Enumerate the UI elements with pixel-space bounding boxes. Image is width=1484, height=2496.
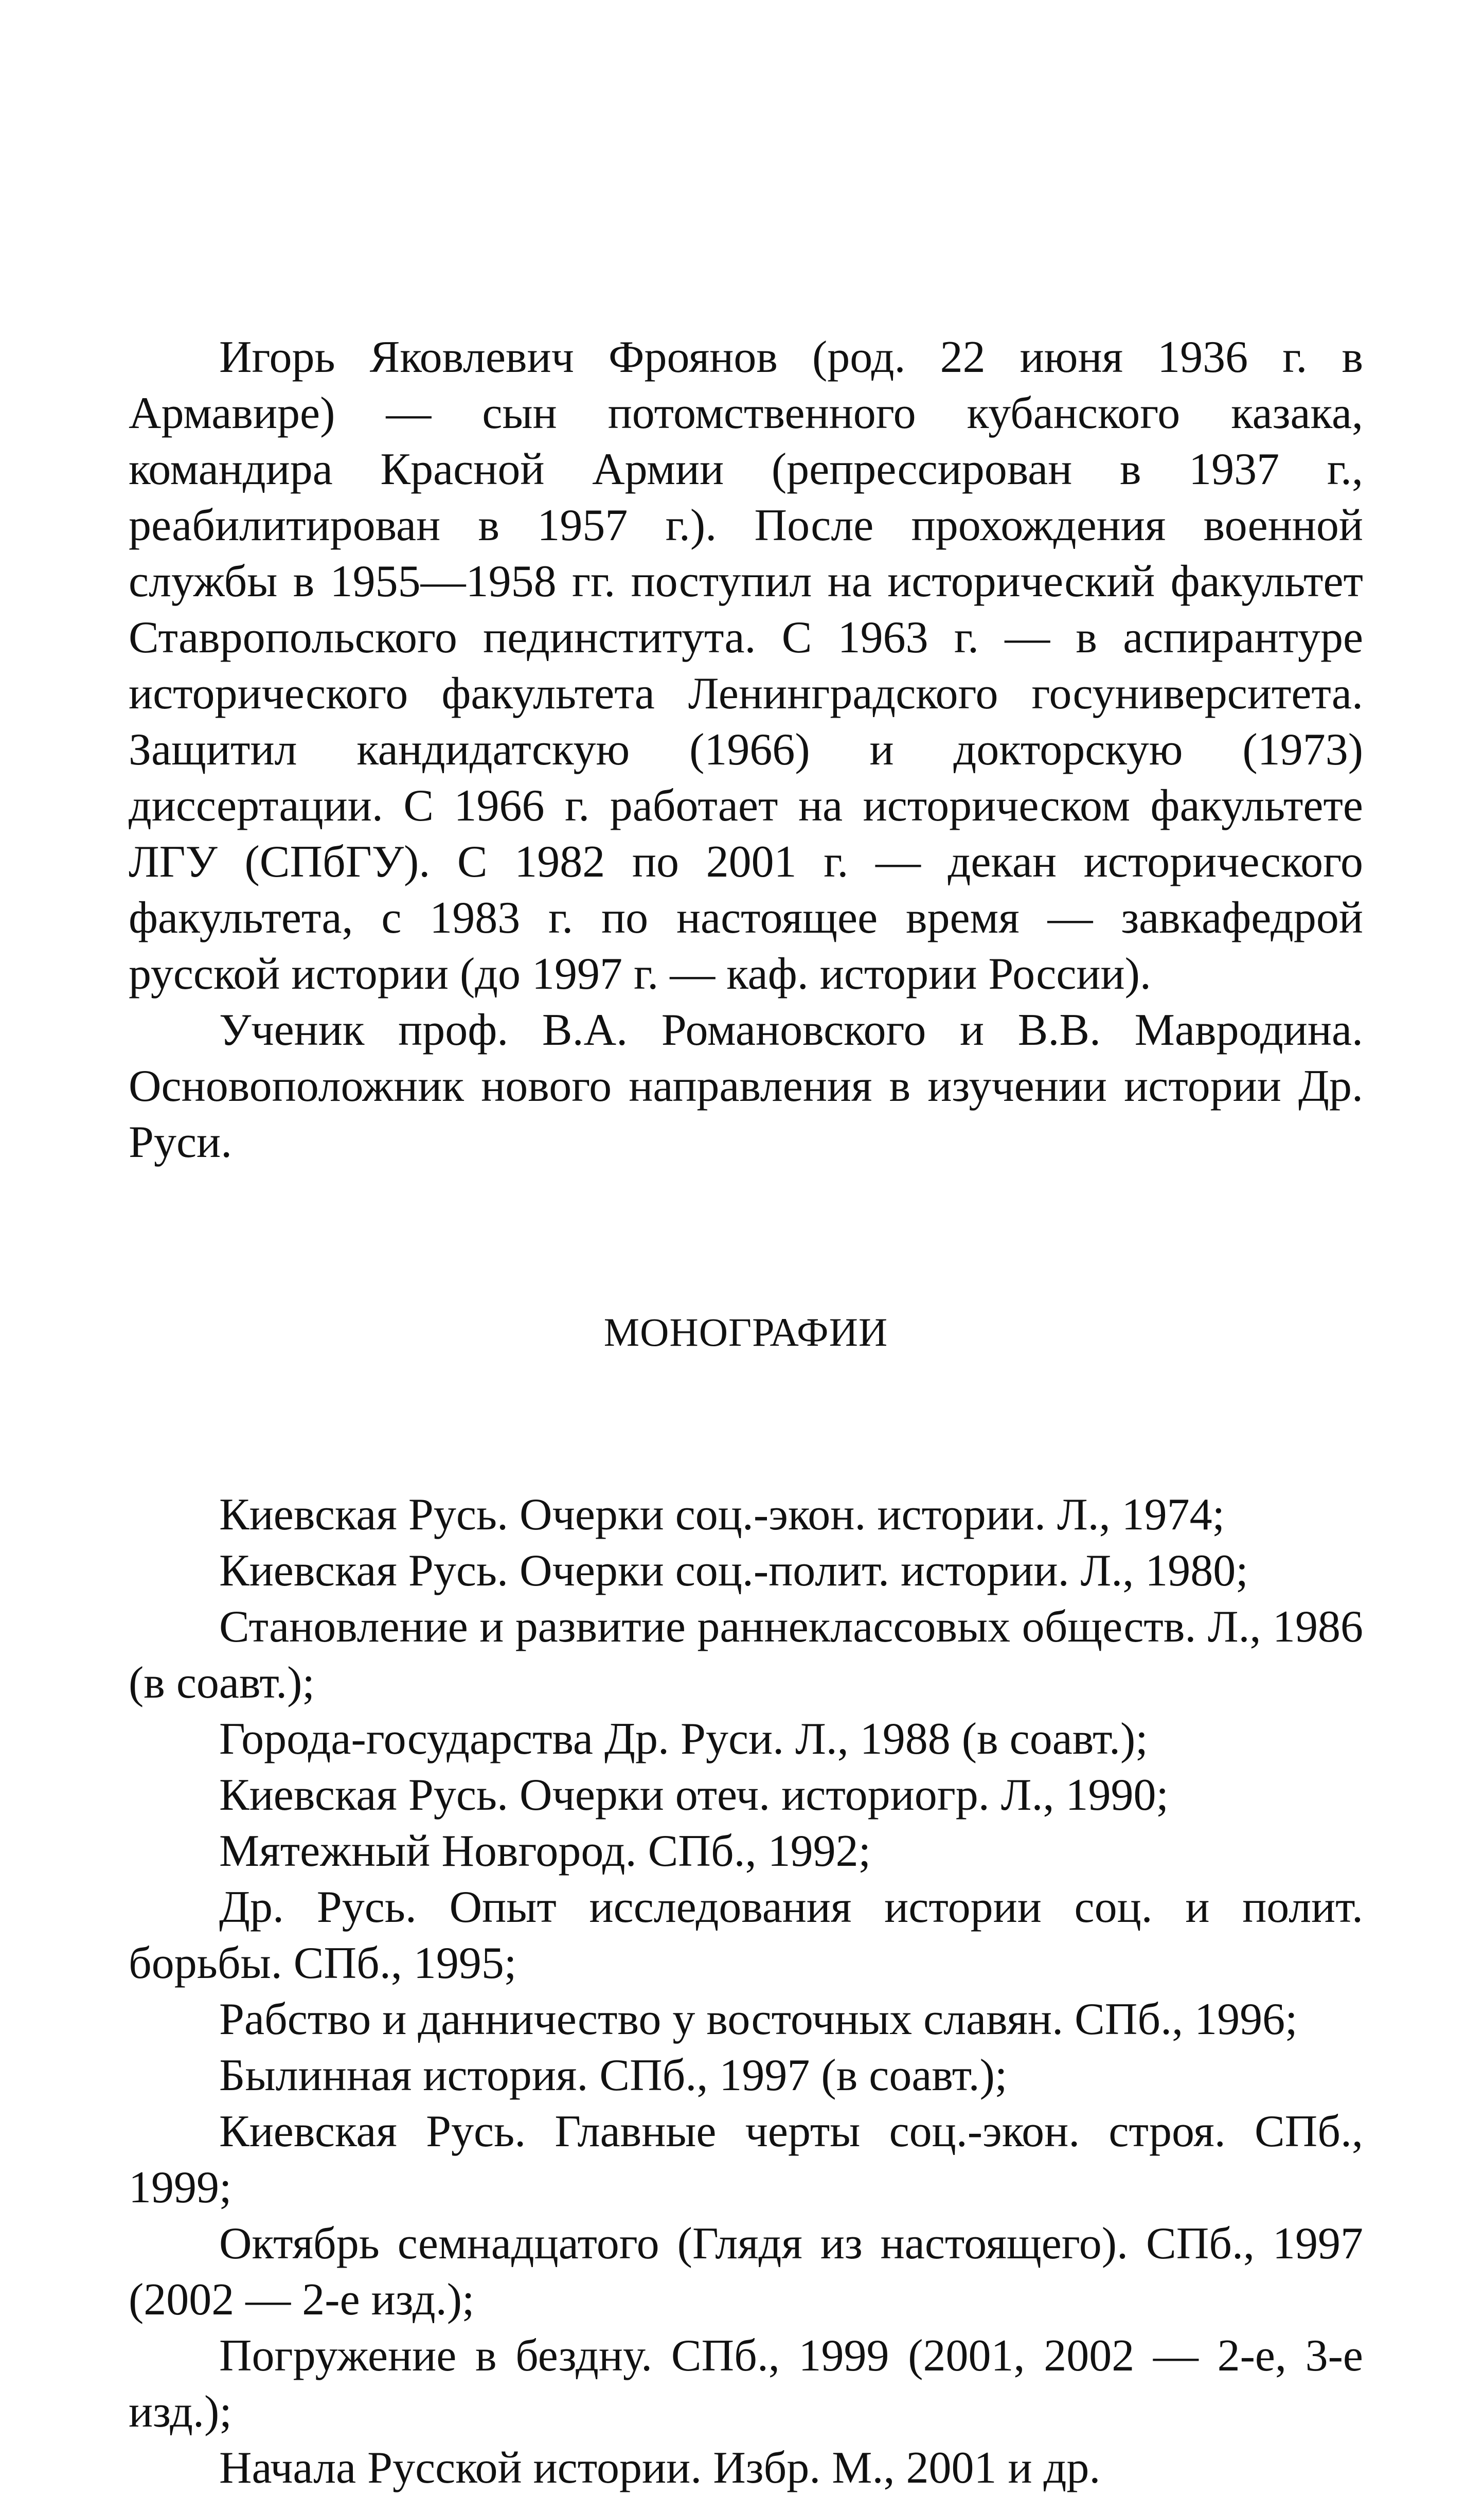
list-item: Рабство и данничество у восточных славян. СПб., 1996; [219, 1994, 1298, 2044]
list-item: Былинная история. СПб., 1997 (в соавт.); [219, 2051, 1008, 2100]
list-item: Города-государства Др. Руси. Л., 1988 (в соавт.); [219, 1714, 1148, 1764]
list-item: Погружение в бездну. СПб., 1999 (2001, 2002 — 2-е, 3-е изд.); [129, 2331, 1363, 2437]
list-item: Становление и развитие раннеклассовых обществ. Л., 1986 (в соавт.); [129, 1602, 1363, 1708]
list-item: Начала Русской истории. Избр. М., 2001 и др. [219, 2443, 1101, 2493]
list-item: Киевская Русь. Очерки соц.-полит. истории. Л., 1980; [219, 1546, 1248, 1596]
list-item: Киевская Русь. Главные черты соц.-экон. строя. СПб., 1999; [129, 2107, 1363, 2213]
page [129, 329, 1363, 2496]
section-title: МОНОГРАФИИ [603, 1310, 888, 1354]
list-item: Др. Русь. Опыт исследования истории соц. и полит. борьбы. СПб., 1995; [129, 1882, 1363, 1988]
list-item: Мятежный Новгород. СПб., 1992; [219, 1826, 871, 1876]
bio-paragraph: Игорь Яковлевич Фроянов (род. 22 июня 1936 г. в Армавире) — сын потомственного кубанского казака, командира Красной Армии (репрессирован в 1937 г., реабилитирован в 1957 г.). После прохождения военной службы в 1955—1958 гг. поступил на исторический факультет Ставропольского пединститута. С 1963 г. — в аспирантуре исторического факультета Ленинградского госуниверситета. Защитил кандидатскую (1966) и докторскую (1973) диссертации. С 1966 г. работает на историческом факультете ЛГУ (СПбГУ). С 1982 по 2001 г. — декан исторического факультета, с 1983 г. по настоящее время — завкафедрой русской истории (до 1997 г. — каф. истории России). [129, 332, 1363, 999]
list-item: Киевская Русь. Очерки отеч. историогр. Л., 1990; [219, 1770, 1169, 1820]
monograph-list [129, 1487, 1363, 2496]
biography [129, 329, 1363, 1170]
bio-paragraph: Ученик проф. В.А. Романовского и В.В. Мавродина. Основоположник нового направления в изучении истории Др. Руси. [129, 1005, 1363, 1167]
list-item: Октябрь семнадцатого (Глядя из настоящего). СПб., 1997 (2002 — 2-е изд.); [129, 2219, 1363, 2325]
list-item: Киевская Русь. Очерки соц.-экон. истории. Л., 1974; [219, 1490, 1225, 1540]
